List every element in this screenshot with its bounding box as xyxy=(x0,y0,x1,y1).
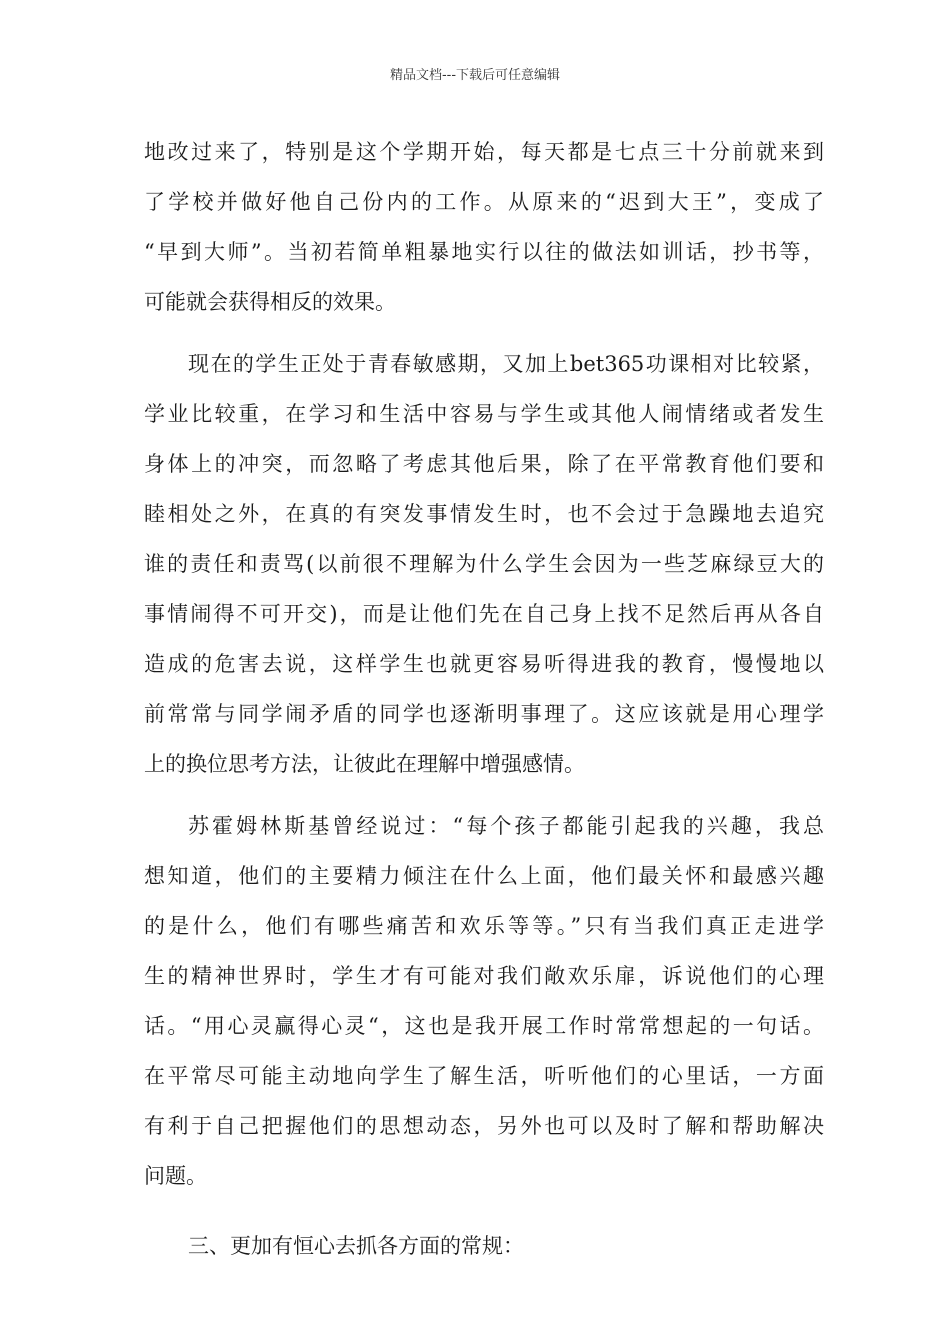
paragraph xyxy=(144,806,824,1206)
section-heading xyxy=(144,1226,824,1276)
text-line: 前常常与同学闹矛盾的同学也逐渐明事理了。这应该就是用心理学 xyxy=(144,702,824,726)
text-line: 事情闹得不可开交)，而是让他们先在自己身上找不足然后再从各自 xyxy=(144,602,824,626)
text-line: 造成的危害去说，这样学生也就更容易听得进我的教育，慢慢地以 xyxy=(144,652,824,676)
text-line: 话。“用心灵赢得心灵“，这也是我开展工作时常常想起的一句话。 xyxy=(144,1014,824,1038)
text-line: “早到大师”。当初若简单粗暴地实行以往的做法如训话，抄书等， xyxy=(144,240,824,264)
text-line: 生的精神世界时，学生才有可能对我们敞欢乐扉，诉说他们的心理 xyxy=(144,964,824,988)
text-line: 在平常尽可能主动地向学生了解生活，听听他们的心里话，一方面 xyxy=(144,1064,824,1088)
page-header: 精品文档---下载后可任意编辑 xyxy=(389,68,561,83)
text-line: 地改过来了，特别是这个学期开始，每天都是七点三十分前就来到 xyxy=(144,140,824,164)
text-line: 三、更加有恒心去抓各方面的常规： xyxy=(188,1234,524,1258)
text-line: 谁的责任和责骂(以前很不理解为什么学生会因为一些芝麻绿豆大的 xyxy=(144,552,824,576)
paragraph xyxy=(144,344,824,794)
text-line: 苏霍姆林斯基曾经说过：“每个孩子都能引起我的兴趣，我总 xyxy=(188,814,824,838)
text-line: 睦相处之外，在真的有突发事情发生时，也不会过于急躁地去追究 xyxy=(144,502,824,526)
text-line: 问题。 xyxy=(144,1164,207,1188)
text-line: 有利于自己把握他们的思想动态，另外也可以及时了解和帮助解决 xyxy=(144,1114,824,1138)
text-line: 了学校并做好他自己份内的工作。从原来的“迟到大王”，变成了 xyxy=(144,190,824,214)
text-line: 的是什么，他们有哪些痛苦和欢乐等等。”只有当我们真正走进学 xyxy=(144,914,824,938)
text-line: 可能就会获得相反的效果。 xyxy=(144,290,396,314)
text-line: 现在的学生正处于青春敏感期，又加上bet365功课相对比较紧， xyxy=(188,352,824,376)
text-line: 学业比较重，在学习和生活中容易与学生或其他人闹情绪或者发生 xyxy=(144,402,824,426)
text-line: 身体上的冲突，而忽略了考虑其他后果，除了在平常教育他们要和 xyxy=(144,452,824,476)
body-text xyxy=(144,132,824,1276)
text-line: 想知道，他们的主要精力倾注在什么上面，他们最关怀和最感兴趣 xyxy=(144,864,824,888)
paragraph xyxy=(144,132,824,332)
text-line: 上的换位思考方法，让彼此在理解中增强感情。 xyxy=(144,752,585,776)
